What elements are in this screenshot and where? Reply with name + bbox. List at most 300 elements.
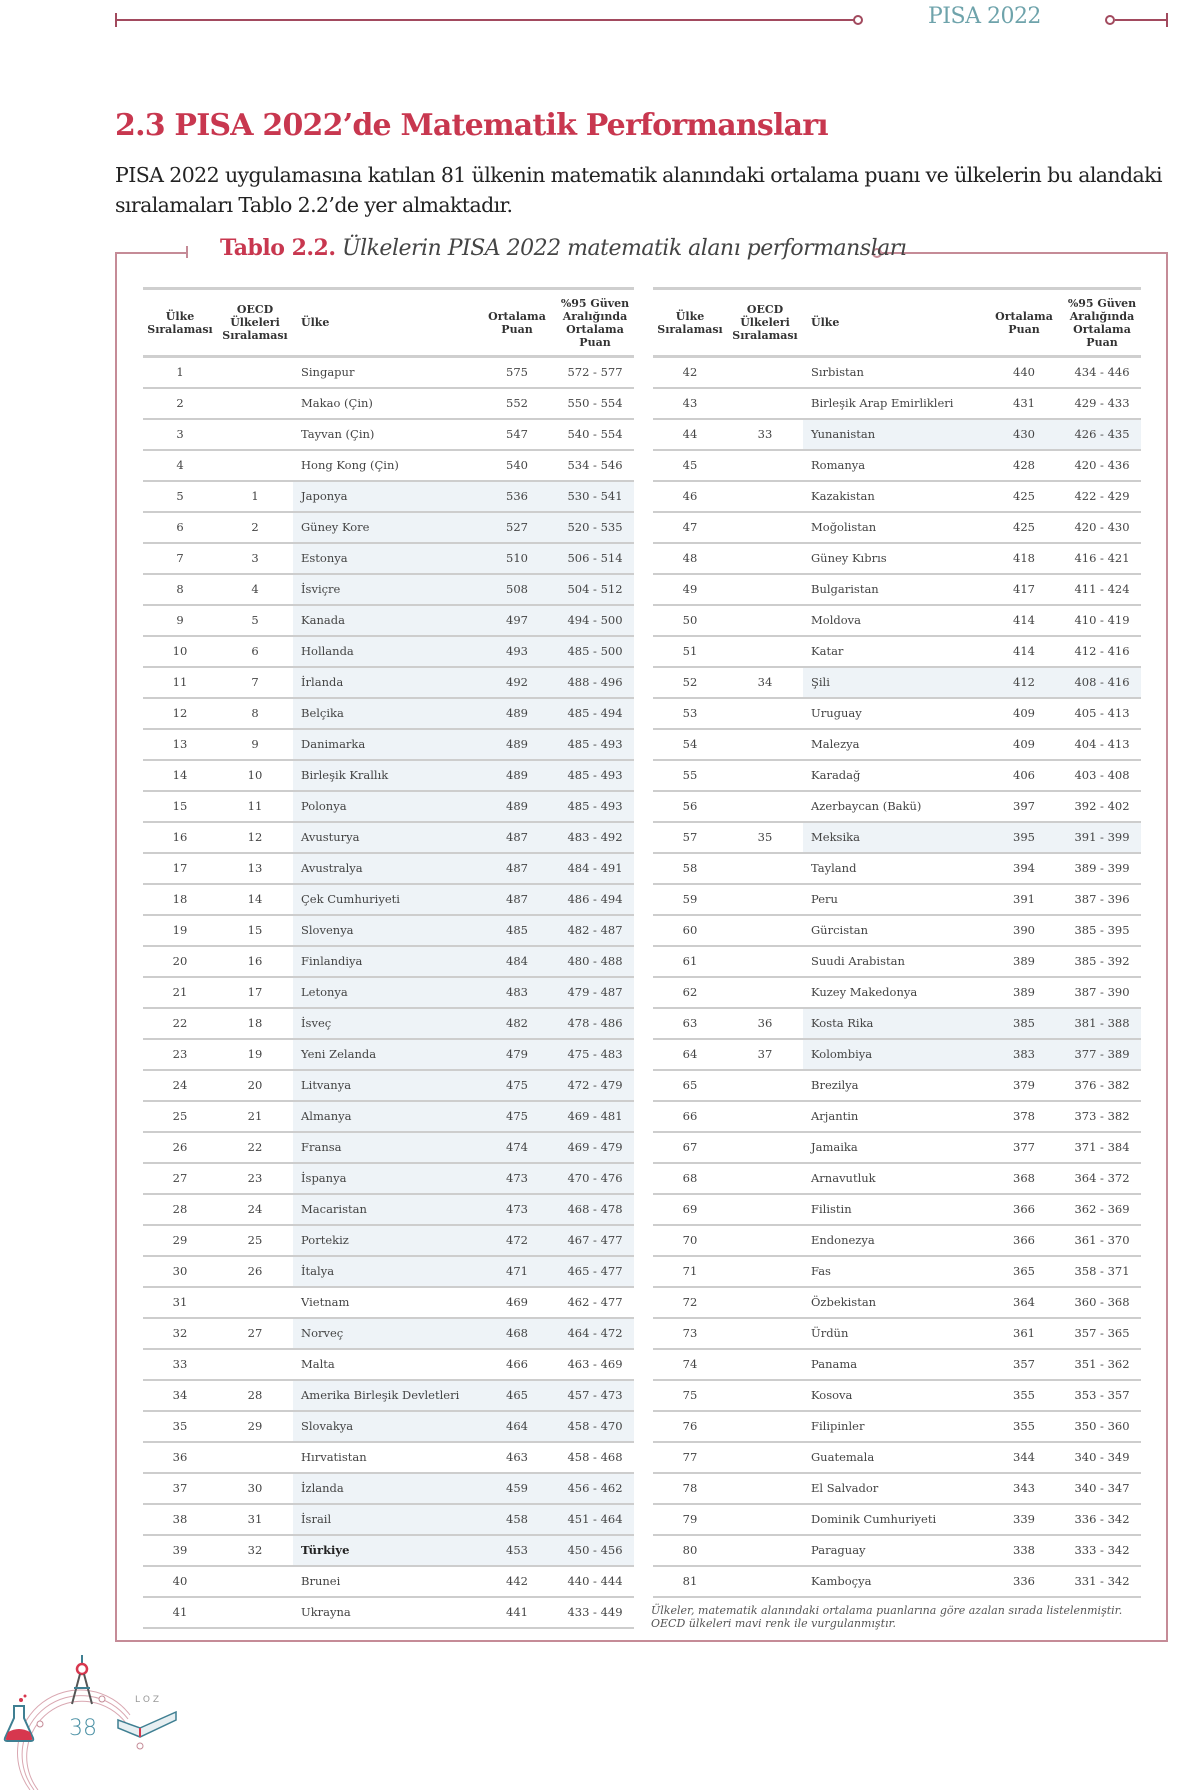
table-row	[653, 822, 1141, 853]
ci-cell: 480 - 488	[556, 946, 634, 977]
oecd-rank-cell	[727, 977, 803, 1008]
table-row	[653, 419, 1141, 450]
table-row	[653, 1411, 1141, 1442]
country-cell: İsrail	[293, 1504, 478, 1535]
ci-cell: 451 - 464	[556, 1504, 634, 1535]
ci-cell: 469 - 479	[556, 1132, 634, 1163]
ci-cell: 373 - 382	[1063, 1101, 1141, 1132]
table-row	[143, 357, 634, 388]
table-row	[143, 946, 634, 977]
rank-cell: 41	[143, 1597, 217, 1628]
ci-cell: 408 - 416	[1063, 667, 1141, 698]
country-cell: Ukrayna	[293, 1597, 478, 1628]
table-row	[143, 1194, 634, 1225]
oecd-rank-cell: 30	[217, 1473, 293, 1504]
ci-cell: 440 - 444	[556, 1566, 634, 1597]
score-cell: 366	[985, 1225, 1063, 1256]
oecd-rank-cell: 25	[217, 1225, 293, 1256]
ci-cell: 482 - 487	[556, 915, 634, 946]
rank-cell: 52	[653, 667, 727, 698]
country-cell: İrlanda	[293, 667, 478, 698]
oecd-rank-cell: 37	[727, 1039, 803, 1070]
ci-cell: 420 - 430	[1063, 512, 1141, 543]
country-cell: Azerbaycan (Bakü)	[803, 791, 985, 822]
table-row	[143, 884, 634, 915]
oecd-rank-cell	[727, 1287, 803, 1318]
table-row	[653, 388, 1141, 419]
frame-top-tick	[186, 246, 188, 258]
country-cell: İspanya	[293, 1163, 478, 1194]
rank-cell: 25	[143, 1101, 217, 1132]
rank-cell: 22	[143, 1008, 217, 1039]
table-row	[653, 1101, 1141, 1132]
oecd-rank-cell: 9	[217, 729, 293, 760]
oecd-rank-cell	[217, 1349, 293, 1380]
oecd-rank-cell	[727, 1132, 803, 1163]
header-ci: %95 Güven Aralığında Ortalama Puan	[556, 289, 634, 357]
rank-cell: 16	[143, 822, 217, 853]
ci-cell: 331 - 342	[1063, 1566, 1141, 1597]
ci-cell: 377 - 389	[1063, 1039, 1141, 1070]
ci-cell: 336 - 342	[1063, 1504, 1141, 1535]
ci-cell: 467 - 477	[556, 1225, 634, 1256]
header-line-dot	[853, 15, 863, 25]
footer-decoration	[0, 1620, 200, 1790]
ci-cell: 463 - 469	[556, 1349, 634, 1380]
oecd-rank-cell: 22	[217, 1132, 293, 1163]
oecd-rank-cell	[727, 1194, 803, 1225]
ci-cell: 462 - 477	[556, 1287, 634, 1318]
header-line-dot	[1105, 15, 1115, 25]
country-cell: Arjantin	[803, 1101, 985, 1132]
score-cell: 385	[985, 1008, 1063, 1039]
score-cell: 468	[478, 1318, 556, 1349]
rank-cell: 18	[143, 884, 217, 915]
rank-cell: 63	[653, 1008, 727, 1039]
ci-cell: 572 - 577	[556, 357, 634, 388]
score-cell: 409	[985, 729, 1063, 760]
rank-cell: 17	[143, 853, 217, 884]
oecd-rank-cell: 28	[217, 1380, 293, 1411]
header-ci: %95 Güven Aralığında Ortalama Puan	[1063, 289, 1141, 357]
rank-cell: 56	[653, 791, 727, 822]
oecd-rank-cell	[727, 1566, 803, 1597]
country-cell: Yunanistan	[803, 419, 985, 450]
ci-cell: 433 - 449	[556, 1597, 634, 1628]
table-row	[143, 915, 634, 946]
rank-cell: 40	[143, 1566, 217, 1597]
table-row	[143, 1380, 634, 1411]
rank-cell: 36	[143, 1442, 217, 1473]
country-cell: Hong Kong (Çin)	[293, 450, 478, 481]
oecd-rank-cell	[217, 1287, 293, 1318]
score-cell: 414	[985, 636, 1063, 667]
score-cell: 361	[985, 1318, 1063, 1349]
score-cell: 552	[478, 388, 556, 419]
rank-cell: 53	[653, 698, 727, 729]
ci-cell: 540 - 554	[556, 419, 634, 450]
header-rank: Ülke Sıralaması	[143, 289, 217, 357]
rank-cell: 31	[143, 1287, 217, 1318]
ci-cell: 483 - 492	[556, 822, 634, 853]
table-row	[653, 1349, 1141, 1380]
country-cell: Brezilya	[803, 1070, 985, 1101]
oecd-rank-cell: 34	[727, 667, 803, 698]
rank-cell: 42	[653, 357, 727, 388]
ci-cell: 485 - 494	[556, 698, 634, 729]
rank-cell: 74	[653, 1349, 727, 1380]
country-cell: Karadağ	[803, 760, 985, 791]
table-row	[653, 1008, 1141, 1039]
ci-cell: 550 - 554	[556, 388, 634, 419]
score-cell: 463	[478, 1442, 556, 1473]
country-cell: Ürdün	[803, 1318, 985, 1349]
country-cell: Jamaika	[803, 1132, 985, 1163]
score-cell: 464	[478, 1411, 556, 1442]
table-row	[653, 667, 1141, 698]
header-score: Ortalama Puan	[985, 289, 1063, 357]
country-cell: İzlanda	[293, 1473, 478, 1504]
country-cell: Macaristan	[293, 1194, 478, 1225]
rank-cell: 77	[653, 1442, 727, 1473]
rank-cell: 45	[653, 450, 727, 481]
rank-cell: 34	[143, 1380, 217, 1411]
score-cell: 540	[478, 450, 556, 481]
table-caption-number: Tablo 2.2.	[220, 235, 336, 261]
oecd-rank-cell: 27	[217, 1318, 293, 1349]
rank-cell: 64	[653, 1039, 727, 1070]
table-row	[653, 450, 1141, 481]
table-row	[143, 574, 634, 605]
rank-cell: 79	[653, 1504, 727, 1535]
ci-cell: 361 - 370	[1063, 1225, 1141, 1256]
rank-cell: 67	[653, 1132, 727, 1163]
country-cell: Malezya	[803, 729, 985, 760]
rank-cell: 48	[653, 543, 727, 574]
ci-cell: 351 - 362	[1063, 1349, 1141, 1380]
score-cell: 487	[478, 822, 556, 853]
rank-cell: 44	[653, 419, 727, 450]
score-cell: 409	[985, 698, 1063, 729]
rank-cell: 55	[653, 760, 727, 791]
oecd-rank-cell: 36	[727, 1008, 803, 1039]
rank-cell: 35	[143, 1411, 217, 1442]
oecd-rank-cell: 15	[217, 915, 293, 946]
ci-cell: 362 - 369	[1063, 1194, 1141, 1225]
score-cell: 484	[478, 946, 556, 977]
score-cell: 510	[478, 543, 556, 574]
country-cell: Bulgaristan	[803, 574, 985, 605]
score-cell: 355	[985, 1380, 1063, 1411]
score-cell: 366	[985, 1194, 1063, 1225]
rank-cell: 54	[653, 729, 727, 760]
country-cell: Kanada	[293, 605, 478, 636]
country-cell: Tayvan (Çin)	[293, 419, 478, 450]
rank-cell: 58	[653, 853, 727, 884]
score-cell: 338	[985, 1535, 1063, 1566]
country-cell: Japonya	[293, 481, 478, 512]
oecd-rank-cell: 33	[727, 419, 803, 450]
ci-cell: 520 - 535	[556, 512, 634, 543]
table-row	[143, 1349, 634, 1380]
oecd-rank-cell	[727, 853, 803, 884]
table-row	[653, 1504, 1141, 1535]
oecd-rank-cell	[727, 884, 803, 915]
ci-cell: 464 - 472	[556, 1318, 634, 1349]
flask-icon	[5, 1695, 34, 1742]
country-cell: El Salvador	[803, 1473, 985, 1504]
oecd-rank-cell: 29	[217, 1411, 293, 1442]
score-cell: 487	[478, 884, 556, 915]
ci-cell: 470 - 476	[556, 1163, 634, 1194]
oecd-rank-cell: 26	[217, 1256, 293, 1287]
frame-top-line	[882, 252, 1168, 254]
rank-cell: 15	[143, 791, 217, 822]
country-cell: Kosova	[803, 1380, 985, 1411]
score-cell: 489	[478, 729, 556, 760]
footnote-line: Ülkeler, matematik alanındaki ortalama puanlarına göre azalan sırada listelenmiştir.	[651, 1604, 1123, 1617]
rank-cell: 29	[143, 1225, 217, 1256]
table-row	[653, 1442, 1141, 1473]
table-row	[143, 1256, 634, 1287]
oecd-rank-cell	[727, 574, 803, 605]
ranking-table-right	[653, 287, 1141, 1598]
rank-cell: 80	[653, 1535, 727, 1566]
score-cell: 493	[478, 636, 556, 667]
rank-cell: 20	[143, 946, 217, 977]
country-cell: Brunei	[293, 1566, 478, 1597]
score-cell: 465	[478, 1380, 556, 1411]
score-cell: 442	[478, 1566, 556, 1597]
oecd-rank-cell	[727, 915, 803, 946]
oecd-rank-cell: 16	[217, 946, 293, 977]
country-cell: Fransa	[293, 1132, 478, 1163]
rank-cell: 59	[653, 884, 727, 915]
score-cell: 485	[478, 915, 556, 946]
rank-cell: 11	[143, 667, 217, 698]
ci-cell: 385 - 395	[1063, 915, 1141, 946]
table-row	[653, 1380, 1141, 1411]
score-cell: 473	[478, 1194, 556, 1225]
table-row	[653, 791, 1141, 822]
score-cell: 379	[985, 1070, 1063, 1101]
rank-cell: 57	[653, 822, 727, 853]
oecd-rank-cell	[217, 450, 293, 481]
rank-cell: 24	[143, 1070, 217, 1101]
country-cell: Romanya	[803, 450, 985, 481]
table-row	[143, 1225, 634, 1256]
country-cell: İsveç	[293, 1008, 478, 1039]
table-footnote	[651, 1604, 1122, 1630]
table-row	[143, 388, 634, 419]
rank-cell: 81	[653, 1566, 727, 1597]
table-row	[143, 605, 634, 636]
page-number: 38	[69, 1716, 97, 1741]
score-cell: 431	[985, 388, 1063, 419]
country-cell: Paraguay	[803, 1535, 985, 1566]
country-cell: Portekiz	[293, 1225, 478, 1256]
ci-cell: 488 - 496	[556, 667, 634, 698]
oecd-rank-cell	[727, 946, 803, 977]
open-book-icon	[118, 1695, 176, 1737]
oecd-rank-cell	[727, 481, 803, 512]
table-header-row	[653, 289, 1141, 357]
rank-cell: 73	[653, 1318, 727, 1349]
oecd-rank-cell	[727, 450, 803, 481]
oecd-rank-cell	[727, 388, 803, 419]
score-cell: 508	[478, 574, 556, 605]
score-cell: 489	[478, 760, 556, 791]
oecd-rank-cell: 11	[217, 791, 293, 822]
country-cell: Katar	[803, 636, 985, 667]
score-cell: 397	[985, 791, 1063, 822]
score-cell: 492	[478, 667, 556, 698]
ci-cell: 465 - 477	[556, 1256, 634, 1287]
rank-cell: 66	[653, 1101, 727, 1132]
table-row	[143, 853, 634, 884]
country-cell: Yeni Zelanda	[293, 1039, 478, 1070]
header-rank: Ülke Sıralaması	[653, 289, 727, 357]
oecd-rank-cell	[727, 1163, 803, 1194]
rank-cell: 10	[143, 636, 217, 667]
country-cell: Estonya	[293, 543, 478, 574]
country-cell: Gürcistan	[803, 915, 985, 946]
rank-cell: 76	[653, 1411, 727, 1442]
table-row	[653, 605, 1141, 636]
table-row	[143, 1566, 634, 1597]
score-cell: 391	[985, 884, 1063, 915]
table-row	[653, 1287, 1141, 1318]
table-row	[653, 915, 1141, 946]
rank-cell: 6	[143, 512, 217, 543]
score-cell: 527	[478, 512, 556, 543]
header-line-left	[115, 19, 857, 21]
table-row	[653, 1070, 1141, 1101]
score-cell: 469	[478, 1287, 556, 1318]
ci-cell: 429 - 433	[1063, 388, 1141, 419]
rank-cell: 3	[143, 419, 217, 450]
table-row	[143, 1535, 634, 1566]
country-cell: Hırvatistan	[293, 1442, 478, 1473]
score-cell: 472	[478, 1225, 556, 1256]
rank-cell: 21	[143, 977, 217, 1008]
country-cell: Amerika Birleşik Devletleri	[293, 1380, 478, 1411]
score-cell: 475	[478, 1101, 556, 1132]
ci-cell: 434 - 446	[1063, 357, 1141, 388]
country-cell: Endonezya	[803, 1225, 985, 1256]
country-cell: Uruguay	[803, 698, 985, 729]
footnote-line: OECD ülkeleri mavi renk ile vurgulanmıştır.	[651, 1617, 897, 1630]
table-row	[143, 636, 634, 667]
ci-cell: 475 - 483	[556, 1039, 634, 1070]
country-cell: İtalya	[293, 1256, 478, 1287]
oecd-rank-cell: 31	[217, 1504, 293, 1535]
ci-cell: 472 - 479	[556, 1070, 634, 1101]
table-body-left	[143, 357, 634, 1628]
rank-cell: 7	[143, 543, 217, 574]
country-cell: Hollanda	[293, 636, 478, 667]
table-row	[653, 512, 1141, 543]
table-row	[143, 543, 634, 574]
ci-cell: 412 - 416	[1063, 636, 1141, 667]
ci-cell: 333 - 342	[1063, 1535, 1141, 1566]
ci-cell: 410 - 419	[1063, 605, 1141, 636]
table-row	[653, 760, 1141, 791]
oecd-rank-cell	[727, 1473, 803, 1504]
score-cell: 365	[985, 1256, 1063, 1287]
intro-paragraph: PISA 2022 uygulamasına katılan 81 ülkenin matematik alanındaki ortalama puanı ve ülkelerin bu alandaki sıralamaları Tablo 2.2’de yer almaktadır.	[115, 163, 1162, 217]
country-cell: Litvanya	[293, 1070, 478, 1101]
ci-cell: 456 - 462	[556, 1473, 634, 1504]
country-cell: Panama	[803, 1349, 985, 1380]
ci-cell: 381 - 388	[1063, 1008, 1141, 1039]
country-cell: Tayland	[803, 853, 985, 884]
country-cell: Filipinler	[803, 1411, 985, 1442]
oecd-rank-cell	[727, 543, 803, 574]
ci-cell: 340 - 349	[1063, 1442, 1141, 1473]
table-row	[653, 698, 1141, 729]
rank-cell: 23	[143, 1039, 217, 1070]
oecd-rank-cell	[727, 698, 803, 729]
oecd-rank-cell	[727, 760, 803, 791]
oecd-rank-cell	[727, 1070, 803, 1101]
section-title: 2.3 PISA 2022’de Matematik Performansları	[115, 108, 828, 143]
table-row	[143, 450, 634, 481]
score-cell: 414	[985, 605, 1063, 636]
score-cell: 394	[985, 853, 1063, 884]
ci-cell: 458 - 468	[556, 1442, 634, 1473]
table-row	[653, 1473, 1141, 1504]
score-cell: 344	[985, 1442, 1063, 1473]
table-row	[143, 1597, 634, 1628]
score-cell: 547	[478, 419, 556, 450]
score-cell: 425	[985, 512, 1063, 543]
score-cell: 440	[985, 357, 1063, 388]
score-cell: 390	[985, 915, 1063, 946]
oecd-rank-cell: 3	[217, 543, 293, 574]
ci-cell: 405 - 413	[1063, 698, 1141, 729]
country-cell: İsviçre	[293, 574, 478, 605]
score-cell: 389	[985, 977, 1063, 1008]
country-cell: Kolombiya	[803, 1039, 985, 1070]
ci-cell: 506 - 514	[556, 543, 634, 574]
score-cell: 430	[985, 419, 1063, 450]
table-row	[143, 481, 634, 512]
rank-cell: 33	[143, 1349, 217, 1380]
table-row	[143, 1473, 634, 1504]
oecd-rank-cell	[217, 1597, 293, 1628]
score-cell: 357	[985, 1349, 1063, 1380]
oecd-rank-cell	[727, 1442, 803, 1473]
rank-cell: 14	[143, 760, 217, 791]
ci-cell: 403 - 408	[1063, 760, 1141, 791]
score-cell: 425	[985, 481, 1063, 512]
country-cell: Kazakistan	[803, 481, 985, 512]
ci-cell: 420 - 436	[1063, 450, 1141, 481]
country-cell: Kuzey Makedonya	[803, 977, 985, 1008]
ci-cell: 422 - 429	[1063, 481, 1141, 512]
country-cell: Fas	[803, 1256, 985, 1287]
svg-text:L O Z: L O Z	[135, 1695, 159, 1705]
rank-cell: 32	[143, 1318, 217, 1349]
ci-cell: 534 - 546	[556, 450, 634, 481]
rank-cell: 19	[143, 915, 217, 946]
score-cell: 383	[985, 1039, 1063, 1070]
score-cell: 453	[478, 1535, 556, 1566]
rank-cell: 27	[143, 1163, 217, 1194]
oecd-rank-cell	[727, 1225, 803, 1256]
ci-cell: 350 - 360	[1063, 1411, 1141, 1442]
